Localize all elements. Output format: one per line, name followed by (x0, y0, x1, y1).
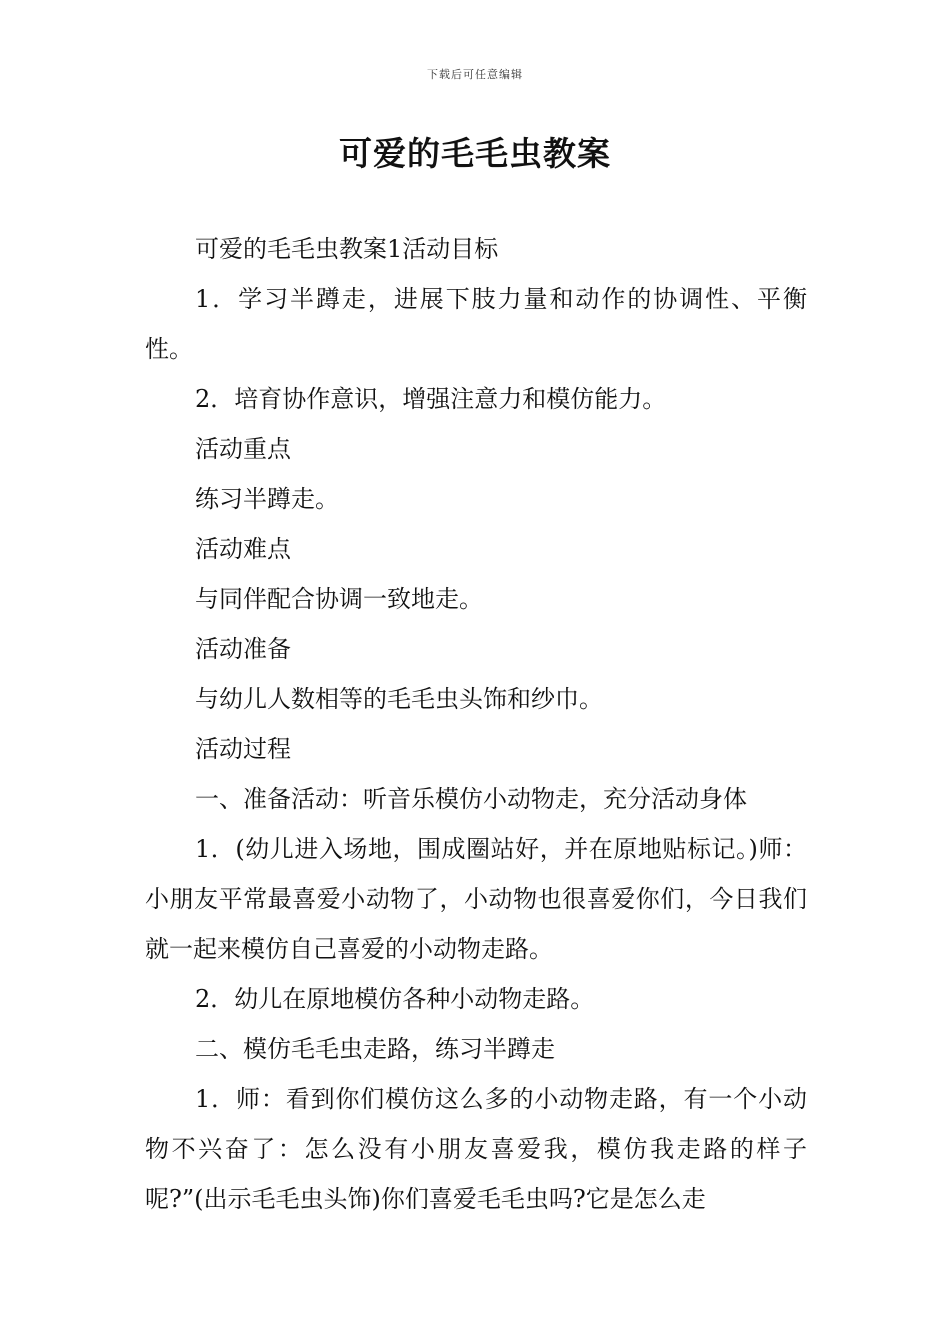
paragraph-goal-2: 2．培育协作意识，增强注意力和模仿能力。 (195, 385, 667, 413)
paragraph-process-heading: 活动过程 (195, 735, 291, 763)
document-title: 可爱的毛毛虫教案 (339, 134, 611, 173)
document-body (145, 224, 807, 1224)
paragraph-preparation-heading: 活动准备 (195, 635, 291, 663)
paragraph-key-point-heading: 活动重点 (195, 435, 291, 463)
paragraph-preparation: 与幼儿人数相等的毛毛虫头饰和纱巾。 (195, 685, 603, 713)
header-note: 下载后可任意编辑 (427, 68, 523, 81)
paragraph-section-1-step-1: 1．(幼儿进入场地，围成圈站好，并在原地贴标记。)师：小朋友平常最喜爱小动物了，小动物也很喜爱你们，今日我们就一起来模仿自己喜爱的小动物走路。 (145, 835, 807, 963)
paragraph-section-1-heading: 一、准备活动：听音乐模仿小动物走，充分活动身体 (195, 785, 747, 813)
paragraph-goal-1: 1．学习半蹲走，进展下肢力量和动作的协调性、平衡性。 (145, 285, 807, 363)
paragraph-difficulty-heading: 活动难点 (195, 535, 291, 563)
paragraph-section-2-step-1: 1．师：看到你们模仿这么多的小动物走路，有一个小动物不兴奋了：怎么没有小朋友喜爱我，模仿我走路的样子呢?”(出示毛毛虫头饰)你们喜爱毛毛虫吗?它是怎么走 (145, 1085, 807, 1213)
paragraph-key-point: 练习半蹲走。 (195, 485, 339, 513)
paragraph-activity-goal-heading: 可爱的毛毛虫教案1活动目标 (195, 235, 499, 263)
paragraph-section-2-heading: 二、模仿毛毛虫走路，练习半蹲走 (195, 1035, 555, 1063)
paragraph-difficulty: 与同伴配合协调一致地走。 (195, 585, 483, 613)
paragraph-section-1-step-2: 2．幼儿在原地模仿各种小动物走路。 (195, 985, 595, 1013)
